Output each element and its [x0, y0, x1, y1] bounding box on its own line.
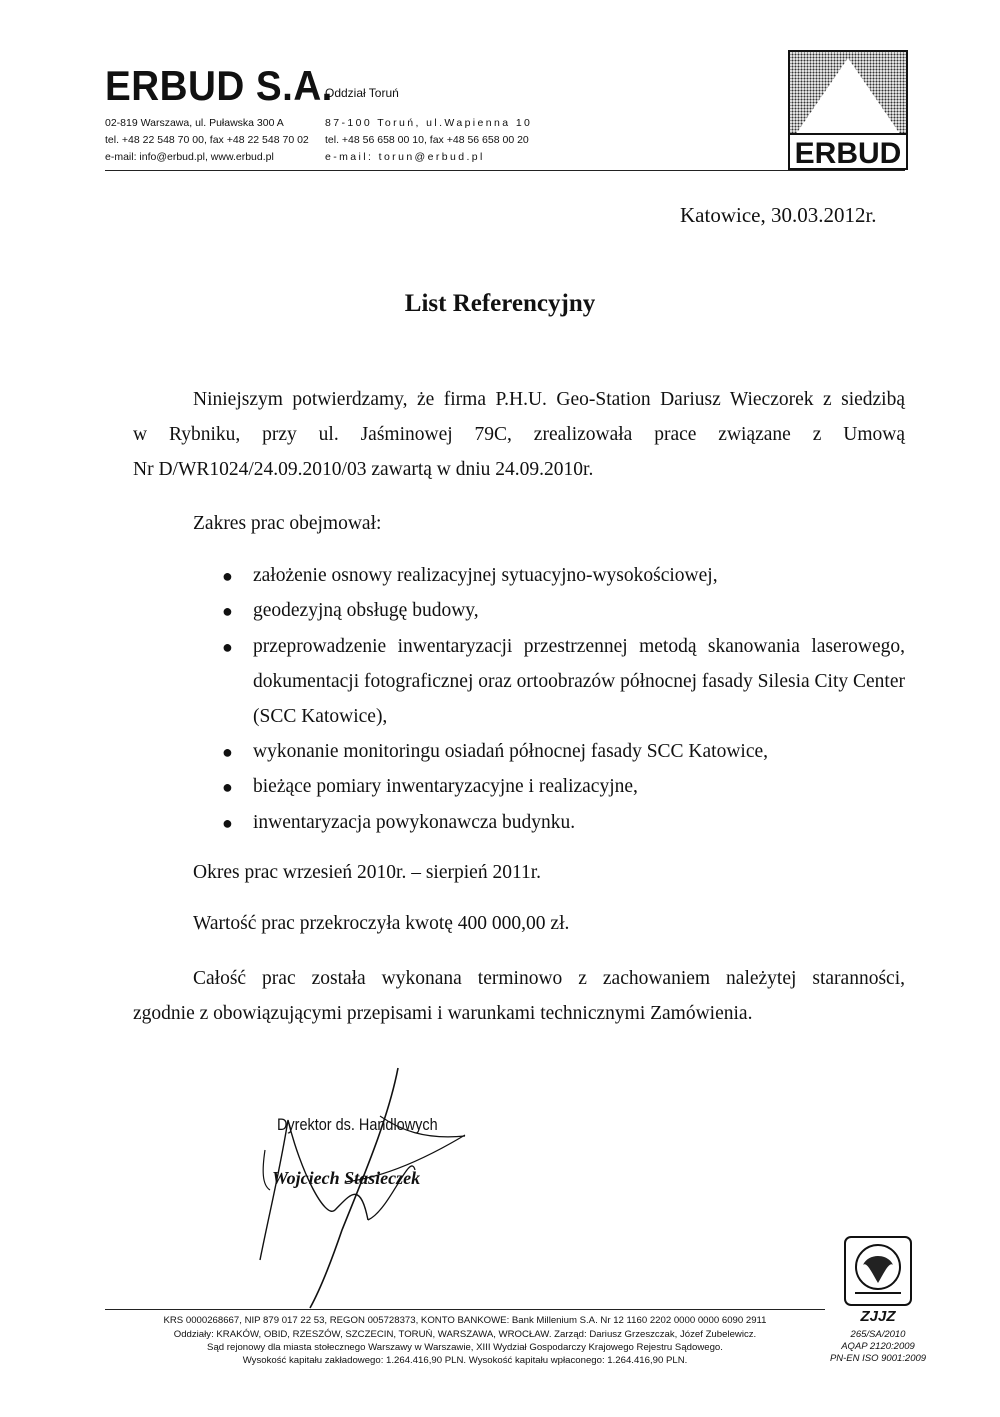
bullet-icon: ● [222, 813, 233, 833]
bullet-icon: ● [222, 742, 233, 762]
intro-line-3: Nr D/WR1024/24.09.2010/03 zawartą w dniu 24.09.2010r. [133, 459, 594, 480]
footer-line-branches: Oddziały: KRAKÓW, OBID, RZESZÓW, SZCZECIN, TORUŃ, WARSZAWA, WROCŁAW. Zarząd: Dariusz Grzeszczak, Józef Zubelewicz. [173, 1329, 757, 1340]
company-name: ERBUD S.A. [105, 62, 333, 109]
branch-name: Oddział Toruń [325, 86, 399, 100]
signatory-name: Wojciech Stasieczek [272, 1168, 421, 1188]
list-item: wykonanie monitoringu osiadań północnej fasady SCC Katowice, [253, 741, 769, 762]
date-line: Katowice, 30.03.2012r. [680, 203, 877, 227]
list-item: bieżące pomiary inwentaryzacyjne i realizacyjne, [253, 776, 638, 797]
intro-line-2: w Rybniku, przy ul. Jaśminowej 79C, zrealizowała prace związane z Umową [133, 424, 905, 445]
closing-line-2: zgodnie z obowiązującymi przepisami i warunkami technicznymi Zamówienia. [133, 1003, 753, 1024]
cert-iso: PN-EN ISO 9001:2009 [829, 1353, 927, 1364]
cert-mark: ZJJZ [860, 1308, 896, 1325]
footer-line-court: Sąd rejonowy dla miasta stołecznego Warszawy w Warszawie, XIII Wydział Gospodarczy Krajowego Rejestru Sądowego. [207, 1342, 723, 1353]
branch-email: e-mail: torun@erbud.pl [325, 151, 485, 163]
erbud-logo-icon [788, 50, 908, 170]
footer-divider [105, 1309, 825, 1310]
bullet-icon: ● [222, 566, 233, 586]
list-item: założenie osnowy realizacyjnej sytuacyjno-wysokościowej, [253, 565, 718, 586]
hq-address: 02-819 Warszawa, ul. Puławska 300 A [105, 117, 284, 129]
cert-aqap: AQAP 2120:2009 [841, 1341, 915, 1352]
logo-text: ERBUD [794, 137, 902, 170]
certification-emblem-icon [843, 1235, 913, 1325]
work-period: Okres prac wrzesień 2010r. – sierpień 2011r. [193, 862, 542, 883]
scope-heading: Zakres prac obejmował: [193, 513, 382, 534]
intro-line-1: Niniejszym potwierdzamy, że firma P.H.U. Geo-Station Dariusz Wieczorek z siedzibą [193, 389, 905, 410]
branch-address: 87-100 Toruń, ul.Wapienna 10 [325, 117, 533, 129]
bullet-icon: ● [222, 637, 233, 657]
cert-number: 265/SA/2010 [850, 1329, 906, 1340]
list-item: geodezyjną obsługę budowy, [253, 600, 479, 621]
bullet-icon: ● [222, 777, 233, 797]
signatory-role: Dyrektor ds. Handlowych [277, 1115, 438, 1134]
work-value: Wartość prac przekroczyła kwotę 400 000,00 zł. [193, 913, 570, 934]
bullet-icon: ● [222, 601, 233, 621]
branch-phone: tel. +48 56 658 00 10, fax +48 56 658 00 20 [325, 134, 529, 146]
header-divider [105, 170, 905, 171]
closing-line-1: Całość prac została wykonana terminowo z zachowaniem należytej staranności, [193, 968, 905, 989]
footer-line-capital: Wysokość kapitału zakładowego: 1.264.416,90 PLN. Wysokość kapitału wpłaconego: 1.264.416,90 PLN. [242, 1355, 688, 1366]
hq-phone: tel. +48 22 548 70 00, fax +48 22 548 70 02 [105, 134, 309, 146]
document-title: List Referencyjny [404, 290, 596, 317]
list-item: przeprowadzenie inwentaryzacji przestrzennej metodą skanowania laserowego, dokumentacji fotograficznej oraz ortoobrazów północnej fasady Silesia City Center (SCC Katowice), [253, 636, 905, 727]
hq-email: e-mail: info@erbud.pl, www.erbud.pl [105, 151, 274, 163]
list-item: inwentaryzacja powykonawcza budynku. [253, 812, 576, 833]
footer-line-registry: KRS 0000268667, NIP 879 017 22 53, REGON 005728373, KONTO BANKOWE: Bank Millenium S.A. Nr 12 1160 2202 0000 0000 6090 2911 [163, 1315, 767, 1326]
